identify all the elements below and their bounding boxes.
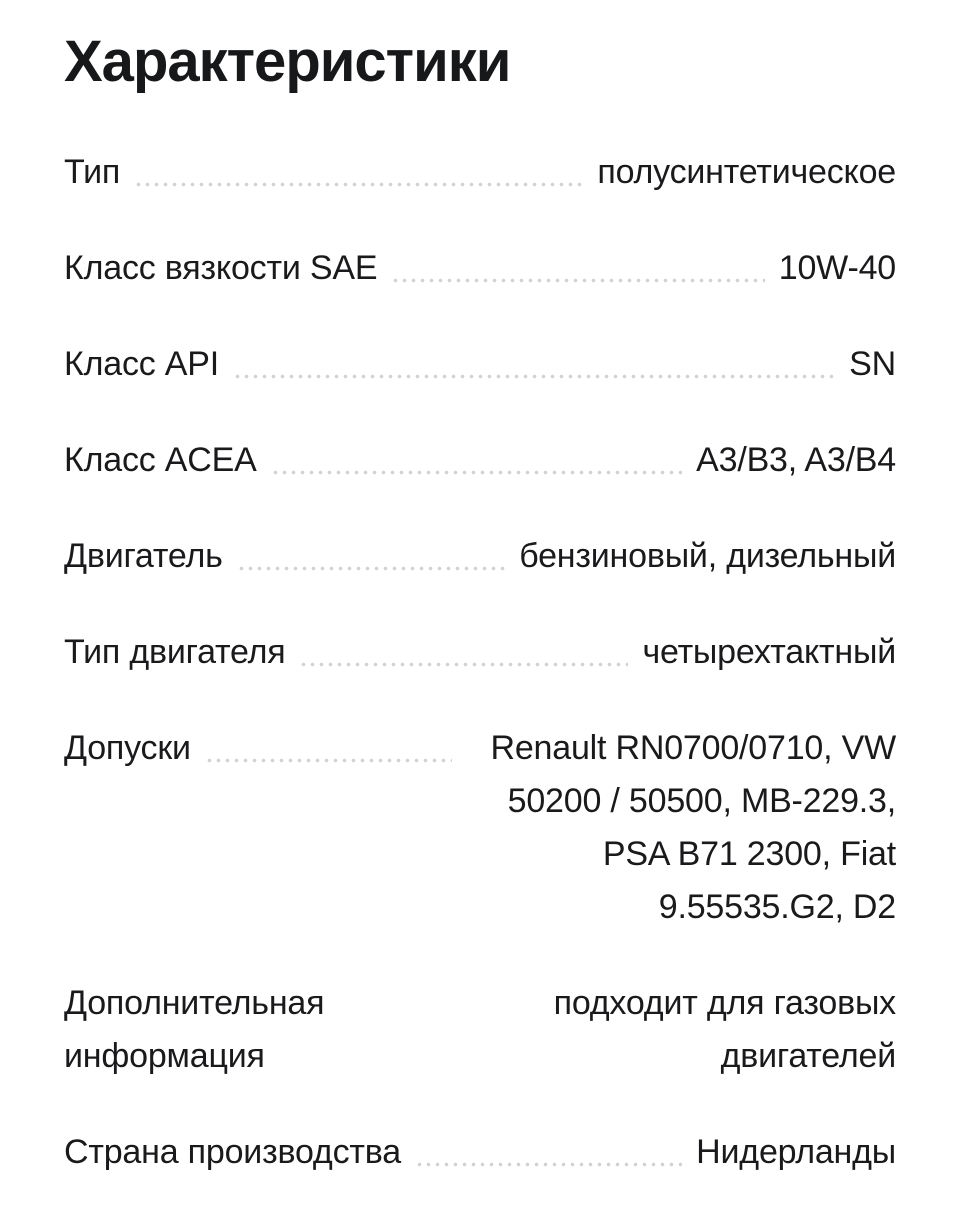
spec-row-acea-class: [64, 434, 896, 487]
dotted-leader: [415, 1126, 682, 1179]
spec-value: подходит для газовых двигателей: [553, 984, 896, 1075]
spec-label: Двигатель: [64, 537, 223, 575]
spec-value: Renault RN0700/0710, VW 50200 / 50500, MB-229.3, PSA B71 2300, Fiat 9.55535.G2, D2: [490, 729, 896, 926]
dotted-leader: [233, 338, 835, 391]
spec-row-engine: [64, 530, 896, 583]
spec-value: полусинтетическое: [597, 153, 896, 191]
spec-label: Класс вязкости SAE: [64, 249, 378, 287]
spec-row-sae-viscosity-class: [64, 242, 896, 295]
specs-list: [64, 146, 896, 1179]
dotted-leader: [391, 242, 764, 295]
spec-label: Класс ACEA: [64, 441, 257, 479]
dotted-leader: [134, 146, 583, 199]
dotted-leader: [205, 722, 452, 775]
spec-label: Тип двигателя: [64, 633, 286, 671]
spec-value: бензиновый, дизельный: [519, 537, 896, 575]
spec-label: Страна производства: [64, 1133, 401, 1171]
spec-label: Тип: [64, 153, 121, 191]
spec-row-approvals: [64, 722, 896, 934]
spec-label: Допуски: [64, 729, 191, 767]
spec-label: Дополнительная информация: [64, 984, 325, 1075]
spec-row-additional-info: [64, 977, 896, 1083]
dotted-leader: [271, 434, 683, 487]
page-title: Характеристики: [64, 29, 511, 94]
spec-label: Класс API: [64, 345, 220, 383]
spec-row-api-class: [64, 338, 896, 391]
spec-value: Нидерланды: [696, 1133, 896, 1171]
spec-row-type: [64, 146, 896, 199]
spec-row-country-of-manufacture: [64, 1126, 896, 1179]
spec-value: 10W-40: [778, 249, 896, 287]
dotted-leader: [299, 626, 628, 679]
spec-row-engine-type: [64, 626, 896, 679]
dotted-leader: [237, 530, 506, 583]
spec-value: A3/B3, A3/B4: [696, 441, 896, 479]
spec-value: четырехтактный: [642, 633, 896, 671]
spec-value: SN: [849, 345, 896, 383]
